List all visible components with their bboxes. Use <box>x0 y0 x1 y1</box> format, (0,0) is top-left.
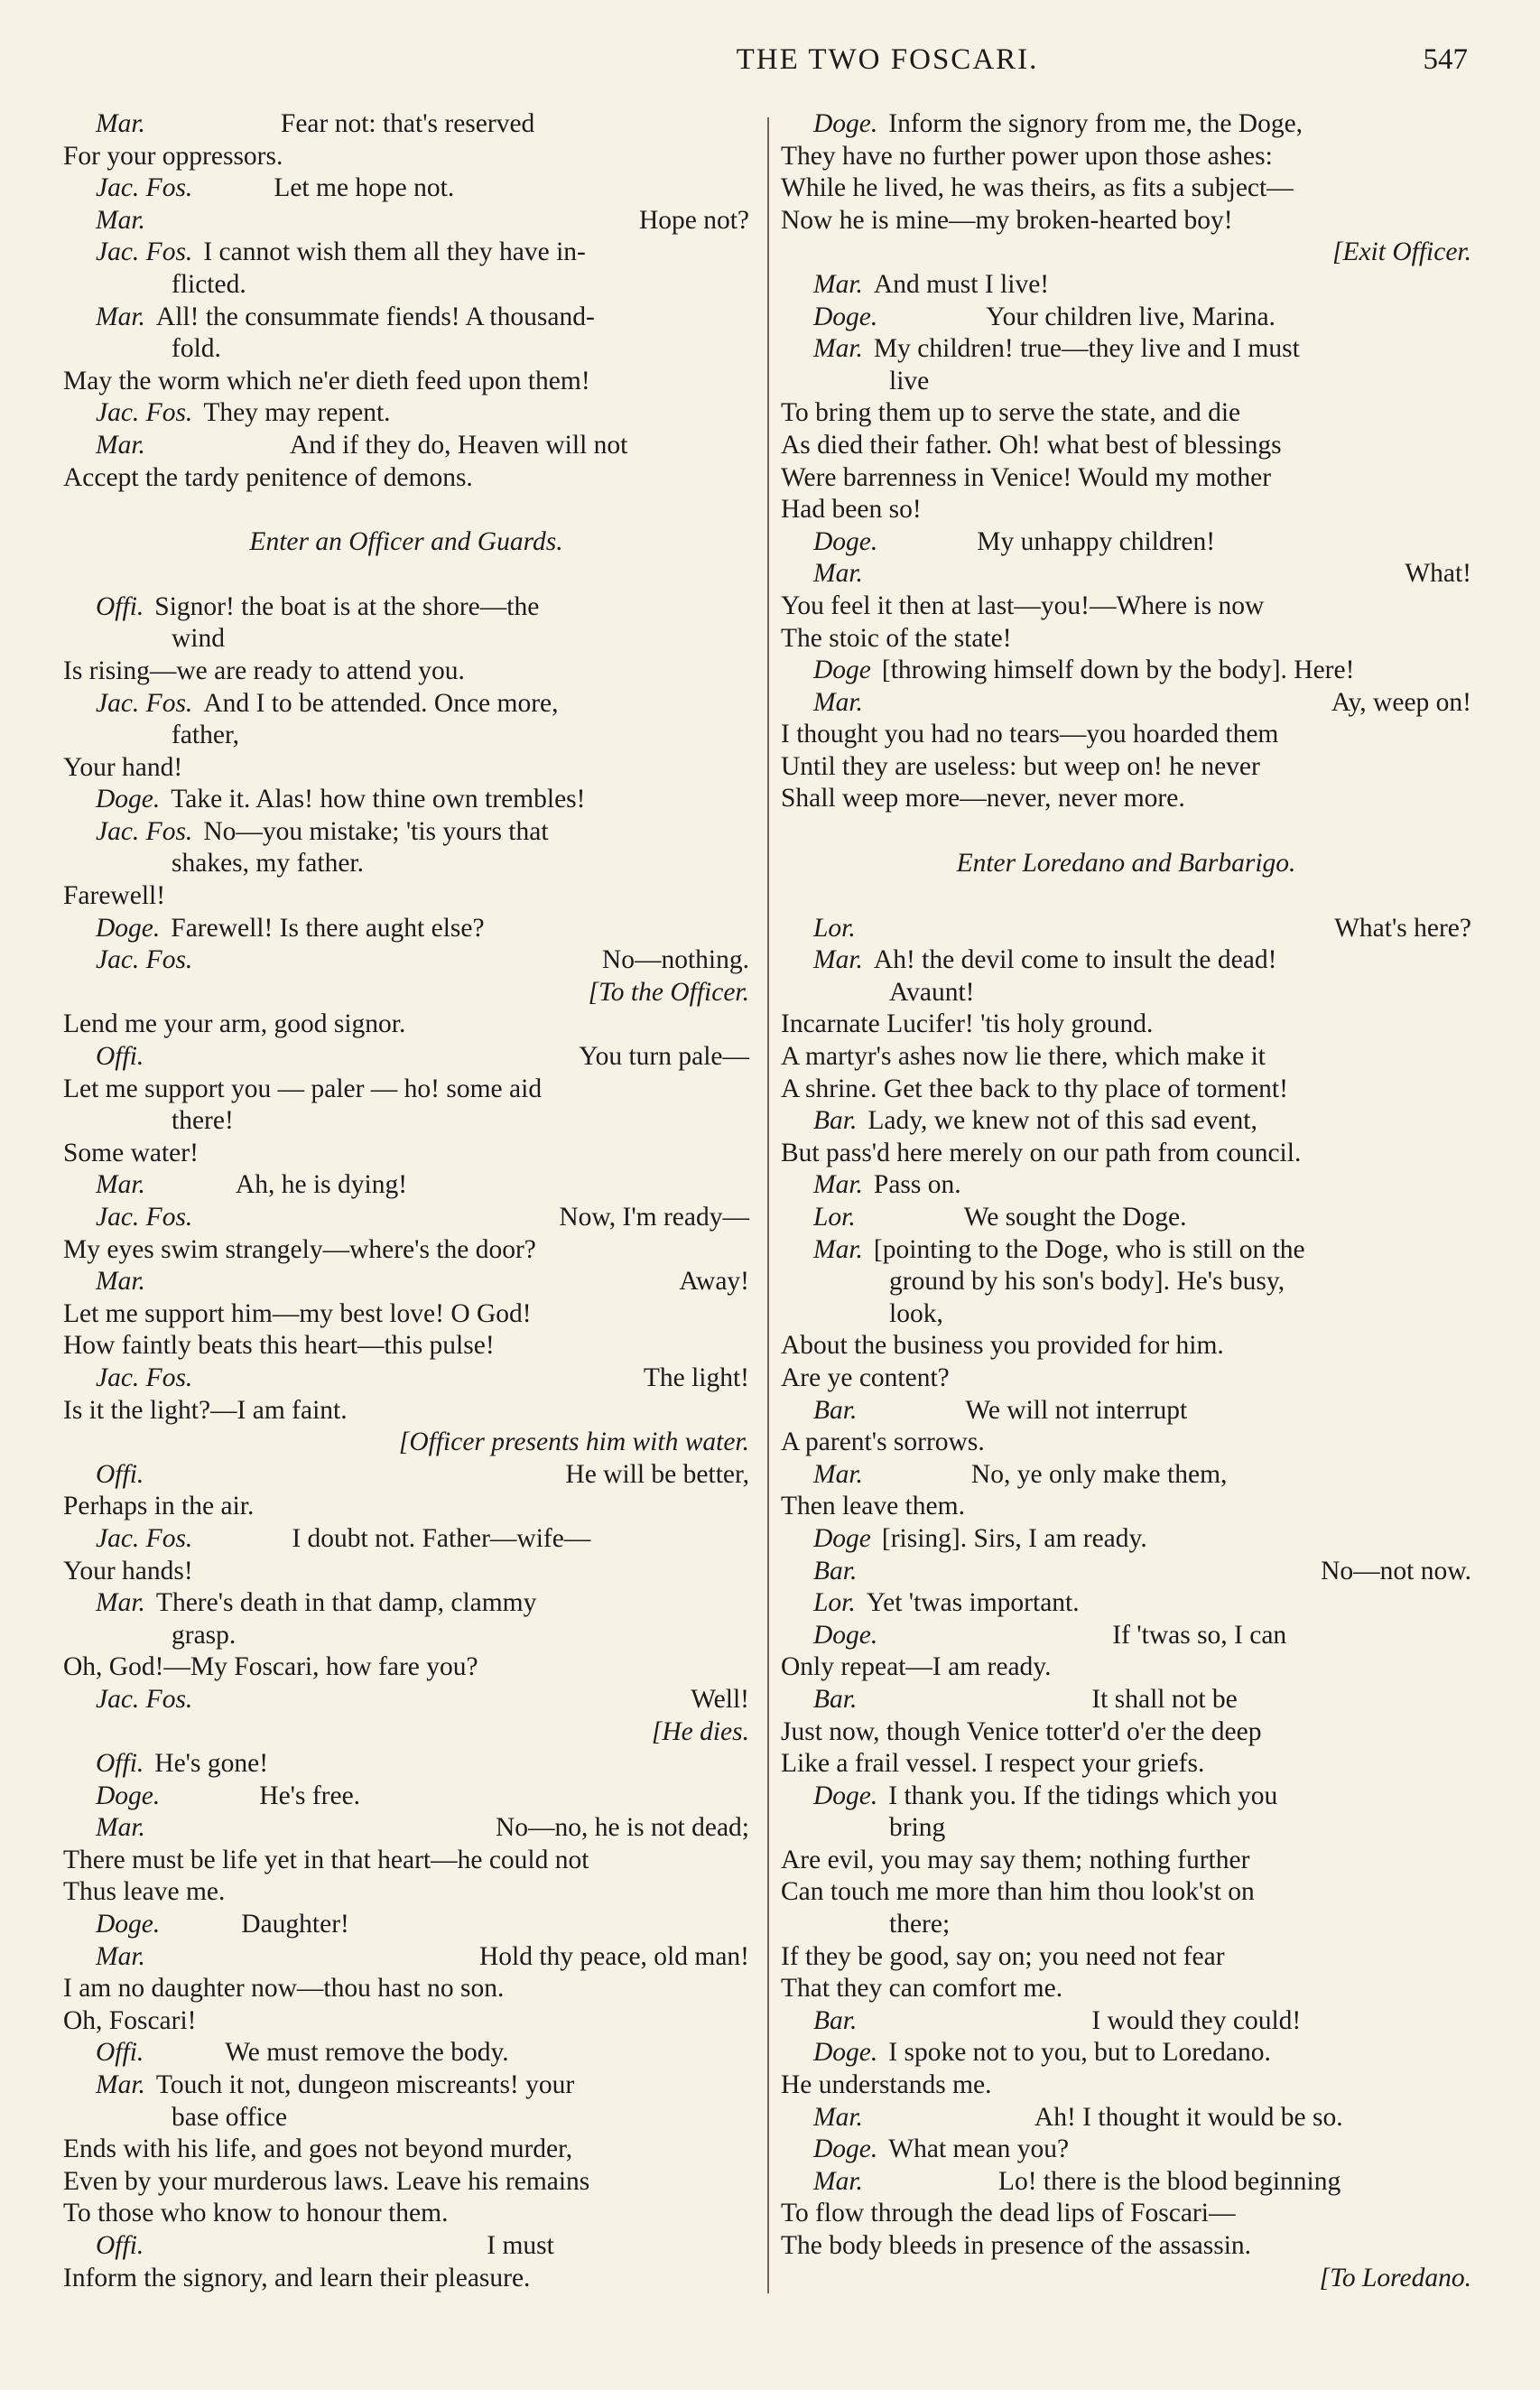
verse-text: Hope not? <box>638 205 749 235</box>
verse-text: Lady, we knew not of this sad event, <box>867 1106 1257 1136</box>
speaker-name: Offi. <box>96 1749 144 1779</box>
speaker-name: Doge. <box>96 913 161 943</box>
speaker-name: Jac. Fos. <box>96 1362 193 1392</box>
stage-direction: [Officer presents him with water. <box>398 1427 749 1457</box>
speaker-name: Offi. <box>96 1042 144 1072</box>
verse-line: He understands me. <box>781 2070 992 2100</box>
verse-line: The body bleeds in presence of the assassin. <box>781 2231 1252 2260</box>
verse-line: Lend me your arm, good signor. <box>63 1009 406 1039</box>
speaker-name: Lor. <box>813 1588 856 1618</box>
verse-text: Signor! the boat is at the shore—the <box>154 591 540 621</box>
stage-direction: [To the Officer. <box>588 977 749 1007</box>
verse-text: No—no, he is not dead; <box>495 1813 749 1843</box>
verse-text: And must I live! <box>873 269 1050 299</box>
verse-text: We must remove the body. <box>225 2038 509 2068</box>
speaker-name: Lor. <box>813 1203 856 1232</box>
speech-line <box>63 1941 749 1974</box>
speaker-name: Mar. <box>813 2102 863 2132</box>
speaker-name: Doge. <box>813 1781 878 1810</box>
speech-line <box>63 172 749 205</box>
speech-line <box>781 269 1471 302</box>
verse-text: No, ye only make them, <box>970 1459 1228 1489</box>
verse-text: Lo! there is the blood beginning <box>997 2166 1341 2196</box>
verse-continuation: grasp. <box>172 1620 237 1650</box>
speaker-name: Mar. <box>96 109 145 138</box>
speaker-name: Jac. Fos. <box>96 688 193 718</box>
verse-text: Now, I'm ready— <box>559 1203 749 1232</box>
speech-line <box>63 1812 749 1845</box>
speech-line <box>63 1523 749 1556</box>
speaker-name: Bar. <box>813 1395 858 1425</box>
verse-line: A shrine. Get thee back to thy place of torment! <box>781 1074 1288 1103</box>
verse-text: Yet 'twas important. <box>866 1588 1080 1618</box>
verse-text: Take it. Alas! how thine own trembles! <box>171 785 586 814</box>
left-column <box>63 108 749 2294</box>
speech-line <box>781 2005 1471 2038</box>
speech-line <box>63 816 749 849</box>
verse-line: Ends with his life, and goes not beyond murder, <box>63 2134 573 2164</box>
speech-line <box>63 1266 749 1298</box>
page-header <box>0 43 1540 87</box>
speaker-name: Lor. <box>813 913 856 943</box>
verse-line: Are ye content? <box>781 1362 950 1392</box>
stage-direction: [To Loredano. <box>1319 2263 1471 2292</box>
speaker-name: Bar. <box>813 1556 858 1586</box>
verse-text: Let me hope not. <box>274 173 455 203</box>
verse-text: He's gone! <box>154 1749 269 1779</box>
speech-line <box>63 302 749 334</box>
verse-line: For your oppressors. <box>63 141 283 171</box>
verse-text: Ay, weep on! <box>1331 687 1471 717</box>
verse-line: Let me support you — paler — ho! some aid <box>63 1074 543 1103</box>
speech-line <box>781 1202 1471 1234</box>
speech-line <box>63 591 749 624</box>
verse-line: To bring them up to serve the state, and die <box>781 398 1241 428</box>
speech-line <box>781 558 1471 591</box>
speaker-name: Mar. <box>96 430 145 460</box>
verse-line: Is it the light?—I am faint. <box>63 1395 348 1425</box>
speech-line <box>63 1459 749 1492</box>
verse-line: If they be good, say on; you need not fear <box>781 1941 1225 1971</box>
verse-text: I must <box>487 2231 554 2260</box>
stage-entrance: Enter an Officer and Guards. <box>249 527 563 557</box>
verse-continuation: Avaunt! <box>889 977 975 1007</box>
verse-text: Your children live, Marina. <box>986 302 1276 331</box>
verse-text: I would they could! <box>1091 2005 1302 2035</box>
verse-continuation: fold. <box>172 334 221 364</box>
speaker-name: Jac. Fos. <box>96 1203 193 1232</box>
verse-text: I doubt not. Father—wife— <box>292 1523 591 1553</box>
verse-continuation: base office <box>172 2102 288 2132</box>
verse-line: Were barrenness in Venice! Would my mother <box>781 462 1272 492</box>
verse-text: If 'twas so, I can <box>1112 1620 1287 1650</box>
speech-line <box>781 687 1471 720</box>
verse-text: It shall not be <box>1091 1684 1238 1714</box>
speech-line <box>63 1909 749 1941</box>
speaker-name: Mar. <box>96 1813 145 1843</box>
speech-line <box>781 2037 1471 2069</box>
speaker-name: Jac. Fos. <box>96 816 193 846</box>
verse-text: [rising]. Sirs, I am ready. <box>881 1523 1147 1553</box>
speech-line <box>63 108 749 141</box>
verse-text: What's here? <box>1334 913 1471 943</box>
verse-line: May the worm which ne'er dieth feed upon them! <box>63 366 590 395</box>
speaker-name: Doge <box>813 1523 871 1553</box>
page-number: 547 <box>1423 43 1468 76</box>
verse-text: Daughter! <box>241 1910 349 1939</box>
speaker-name: Doge. <box>96 785 161 814</box>
verse-line: To those who know to honour them. <box>63 2199 449 2228</box>
verse-continuation: live <box>889 366 930 395</box>
speaker-name: Doge. <box>813 109 878 138</box>
speech-line <box>63 1684 749 1716</box>
speech-line <box>781 1587 1471 1620</box>
verse-text: And if they do, Heaven will not <box>289 430 628 460</box>
verse-line: Let me support him—my best love! O God! <box>63 1298 532 1328</box>
running-title: THE TWO FOSCARI. <box>736 43 1039 76</box>
speaker-name: Doge. <box>96 1781 161 1810</box>
speaker-name: Doge <box>813 656 871 685</box>
verse-line: Perhaps in the air. <box>63 1492 255 1521</box>
speaker-name: Offi. <box>96 591 144 621</box>
verse-line: A parent's sorrows. <box>781 1427 985 1457</box>
speech-line <box>781 1105 1471 1138</box>
stage-direction: [He dies. <box>651 1716 749 1746</box>
verse-continuation: ground by his son's body]. He's busy, <box>889 1267 1285 1297</box>
verse-line: While he lived, he was theirs, as fits a subject— <box>781 173 1294 203</box>
speaker-name: Doge. <box>813 1620 878 1650</box>
verse-continuation: father, <box>172 721 239 750</box>
verse-text: All! the consummate fiends! A thousand- <box>155 302 595 331</box>
speaker-name: Mar. <box>96 302 145 331</box>
speech-line <box>63 1781 749 1813</box>
verse-line: Inform the signory, and learn their pleasure. <box>63 2263 531 2292</box>
speech-line <box>781 913 1471 945</box>
verse-continuation: bring <box>889 1813 946 1843</box>
verse-text: No—not now. <box>1321 1556 1471 1586</box>
speech-line <box>781 944 1471 977</box>
verse-line: That they can comfort me. <box>781 1974 1063 2004</box>
verse-text: No—nothing. <box>601 945 749 975</box>
speech-line <box>63 2037 749 2069</box>
speech-line <box>781 1234 1471 1267</box>
speaker-name: Offi. <box>96 2231 144 2260</box>
verse-continuation: there! <box>172 1106 234 1136</box>
verse-line: Like a frail vessel. I respect your griefs. <box>781 1749 1205 1779</box>
speech-line <box>781 1684 1471 1716</box>
speech-line <box>781 1523 1471 1556</box>
speaker-name: Mar. <box>96 1941 145 1971</box>
speaker-name: Doge. <box>813 526 878 556</box>
speech-line <box>781 1459 1471 1492</box>
speech-line <box>781 108 1471 141</box>
verse-text: Pass on. <box>873 1170 961 1200</box>
verse-line: My eyes swim strangely—where's the door? <box>63 1234 536 1264</box>
verse-line: Then leave them. <box>781 1492 965 1521</box>
verse-line: To flow through the dead lips of Foscari— <box>781 2199 1236 2228</box>
verse-text: What mean you? <box>888 2134 1070 2164</box>
column-divider <box>767 117 769 2293</box>
right-column <box>781 108 1471 2294</box>
verse-text: And I to be attended. Once more, <box>203 688 559 718</box>
speech-line <box>781 2134 1471 2166</box>
verse-line: About the business you provided for him. <box>781 1331 1224 1361</box>
verse-line: There must be life yet in that heart—he could not <box>63 1845 589 1874</box>
speech-line <box>63 1169 749 1202</box>
verse-line: Accept the tardy penitence of demons. <box>63 462 473 492</box>
speaker-name: Mar. <box>813 687 863 717</box>
speaker-name: Jac. Fos. <box>96 945 193 975</box>
verse-text: I thank you. If the tidings which you <box>888 1781 1278 1810</box>
speech-line <box>63 397 749 430</box>
verse-text: Touch it not, dungeon miscreants! your <box>155 2070 575 2100</box>
verse-line: I am no daughter now—thou hast no son. <box>63 1974 505 2004</box>
speech-line <box>63 1202 749 1234</box>
verse-text: I spoke not to you, but to Loredano. <box>888 2038 1271 2068</box>
verse-line: Only repeat—I am ready. <box>781 1652 1052 1682</box>
verse-line: As died their father. Oh! what best of blessings <box>781 430 1282 460</box>
verse-text: [throwing himself down by the body]. Here! <box>881 656 1355 685</box>
speaker-name: Mar. <box>96 1588 145 1618</box>
speech-line <box>63 1041 749 1074</box>
speaker-name: Mar. <box>813 2166 863 2196</box>
verse-text: Fear not: that's reserved <box>280 109 535 138</box>
stage-entrance: Enter Loredano and Barbarigo. <box>956 849 1296 879</box>
verse-text: [pointing to the Doge, who is still on the <box>873 1234 1305 1264</box>
verse-text: Away! <box>679 1267 749 1297</box>
verse-text: Farewell! Is there aught else? <box>171 913 485 943</box>
speaker-name: Mar. <box>813 269 863 299</box>
verse-text: Ah! the devil come to insult the dead! <box>873 945 1277 975</box>
verse-line: How faintly beats this heart—this pulse! <box>63 1331 495 1361</box>
speaker-name: Jac. Fos. <box>96 1523 193 1553</box>
verse-line: Incarnate Lucifer! 'tis holy ground. <box>781 1009 1154 1039</box>
verse-line: Even by your murderous laws. Leave his remains <box>63 2166 590 2196</box>
speaker-name: Mar. <box>96 205 145 235</box>
verse-continuation: look, <box>889 1298 943 1328</box>
verse-continuation: shakes, my father. <box>172 849 364 879</box>
verse-text: Inform the signory from me, the Doge, <box>888 109 1303 138</box>
stage-direction: [Exit Officer. <box>1331 237 1471 267</box>
verse-continuation: flicted. <box>172 269 246 299</box>
speaker-name: Mar. <box>813 1234 863 1264</box>
speech-line <box>781 526 1471 559</box>
verse-text: We sought the Doge. <box>963 1203 1187 1232</box>
speaker-name: Mar. <box>813 1170 863 1200</box>
verse-text: What! <box>1405 559 1471 589</box>
speech-line <box>63 944 749 977</box>
verse-text: No—you mistake; 'tis yours that <box>203 816 549 846</box>
verse-text: He will be better, <box>565 1459 749 1489</box>
speech-line <box>63 1587 749 1620</box>
verse-text: My children! true—they live and I must <box>873 334 1300 364</box>
verse-text: Ah! I thought it would be so. <box>1034 2102 1343 2132</box>
speaker-name: Mar. <box>813 1459 863 1489</box>
speech-line <box>781 1620 1471 1652</box>
speaker-name: Mar. <box>96 1170 145 1200</box>
speech-line <box>781 1395 1471 1427</box>
speech-line <box>63 2230 749 2263</box>
speaker-name: Bar. <box>813 1684 858 1714</box>
verse-text: The light! <box>643 1362 749 1392</box>
speaker-name: Mar. <box>813 559 863 589</box>
speaker-name: Offi. <box>96 2038 144 2068</box>
verse-line: But pass'd here merely on our path from council. <box>781 1138 1302 1167</box>
speech-line <box>63 913 749 945</box>
speaker-name: Mar. <box>813 945 863 975</box>
speaker-name: Jac. Fos. <box>96 398 193 428</box>
verse-line: Farewell! <box>63 881 166 911</box>
speech-line <box>63 1362 749 1395</box>
speech-line <box>63 237 749 269</box>
verse-line: Oh, Foscari! <box>63 2005 197 2035</box>
speaker-name: Offi. <box>96 1459 144 1489</box>
speech-line <box>781 333 1471 366</box>
speech-line <box>781 1169 1471 1202</box>
speech-line <box>781 302 1471 334</box>
verse-line: Oh, God!—My Foscari, how fare you? <box>63 1652 478 1682</box>
speaker-name: Doge. <box>813 302 878 331</box>
verse-text: You turn pale— <box>579 1042 749 1072</box>
verse-line: Some water! <box>63 1138 199 1167</box>
speaker-name: Mar. <box>813 334 863 364</box>
speaker-name: Bar. <box>813 2005 858 2035</box>
speaker-name: Doge. <box>813 2134 878 2164</box>
verse-line: The stoic of the state! <box>781 623 1012 653</box>
verse-continuation: there; <box>889 1910 951 1939</box>
verse-line: Thus leave me. <box>63 1877 226 1907</box>
verse-line: Are evil, you may say them; nothing further <box>781 1845 1250 1874</box>
speaker-name: Jac. Fos. <box>96 173 193 203</box>
speaker-name: Jac. Fos. <box>96 237 193 267</box>
speech-line <box>63 688 749 721</box>
speech-line <box>781 2102 1471 2134</box>
verse-text: I cannot wish them all they have in- <box>203 237 586 267</box>
verse-line: A martyr's ashes now lie there, which make it <box>781 1042 1266 1072</box>
speech-line <box>781 655 1471 687</box>
verse-line: They have no further power upon those ashes: <box>781 141 1273 171</box>
verse-text: Hold thy peace, old man! <box>478 1941 749 1971</box>
verse-line: Had been so! <box>781 495 922 525</box>
speaker-name: Bar. <box>813 1106 858 1136</box>
verse-text: We will not interrupt <box>965 1395 1188 1425</box>
speaker-name: Mar. <box>96 1267 145 1297</box>
verse-text: They may repent. <box>203 398 391 428</box>
speaker-name: Doge. <box>96 1910 161 1939</box>
speaker-name: Doge. <box>813 2038 878 2068</box>
verse-text: He's free. <box>259 1781 361 1810</box>
verse-text: Ah, he is dying! <box>235 1170 408 1200</box>
verse-line: Until they are useless: but weep on! he never <box>781 751 1260 781</box>
speech-line <box>63 784 749 816</box>
verse-text: My unhappy children! <box>977 526 1216 556</box>
speech-line <box>781 2166 1471 2199</box>
verse-line: You feel it then at last—you!—Where is now <box>781 591 1265 620</box>
verse-line: Now he is mine—my broken-hearted boy! <box>781 205 1233 235</box>
verse-line: Can touch me more than him thou look'st on <box>781 1877 1255 1907</box>
verse-text: There's death in that damp, clammy <box>155 1588 537 1618</box>
verse-line: Shall weep more—never, never more. <box>781 784 1185 814</box>
speech-line <box>63 205 749 237</box>
speech-line <box>63 2069 749 2102</box>
verse-continuation: wind <box>172 624 225 654</box>
speech-line <box>781 1781 1471 1813</box>
speech-line <box>63 1748 749 1781</box>
verse-text: Well! <box>691 1684 749 1714</box>
speaker-name: Mar. <box>96 2070 145 2100</box>
verse-line: Just now, though Venice totter'd o'er the deep <box>781 1716 1262 1746</box>
verse-line: Your hands! <box>63 1556 193 1586</box>
verse-line: I thought you had no tears—you hoarded them <box>781 720 1279 749</box>
speaker-name: Jac. Fos. <box>96 1684 193 1714</box>
speech-line <box>781 1556 1471 1588</box>
verse-line: Is rising—we are ready to attend you. <box>63 656 465 685</box>
speech-line <box>63 430 749 462</box>
verse-line: Your hand! <box>63 752 183 782</box>
